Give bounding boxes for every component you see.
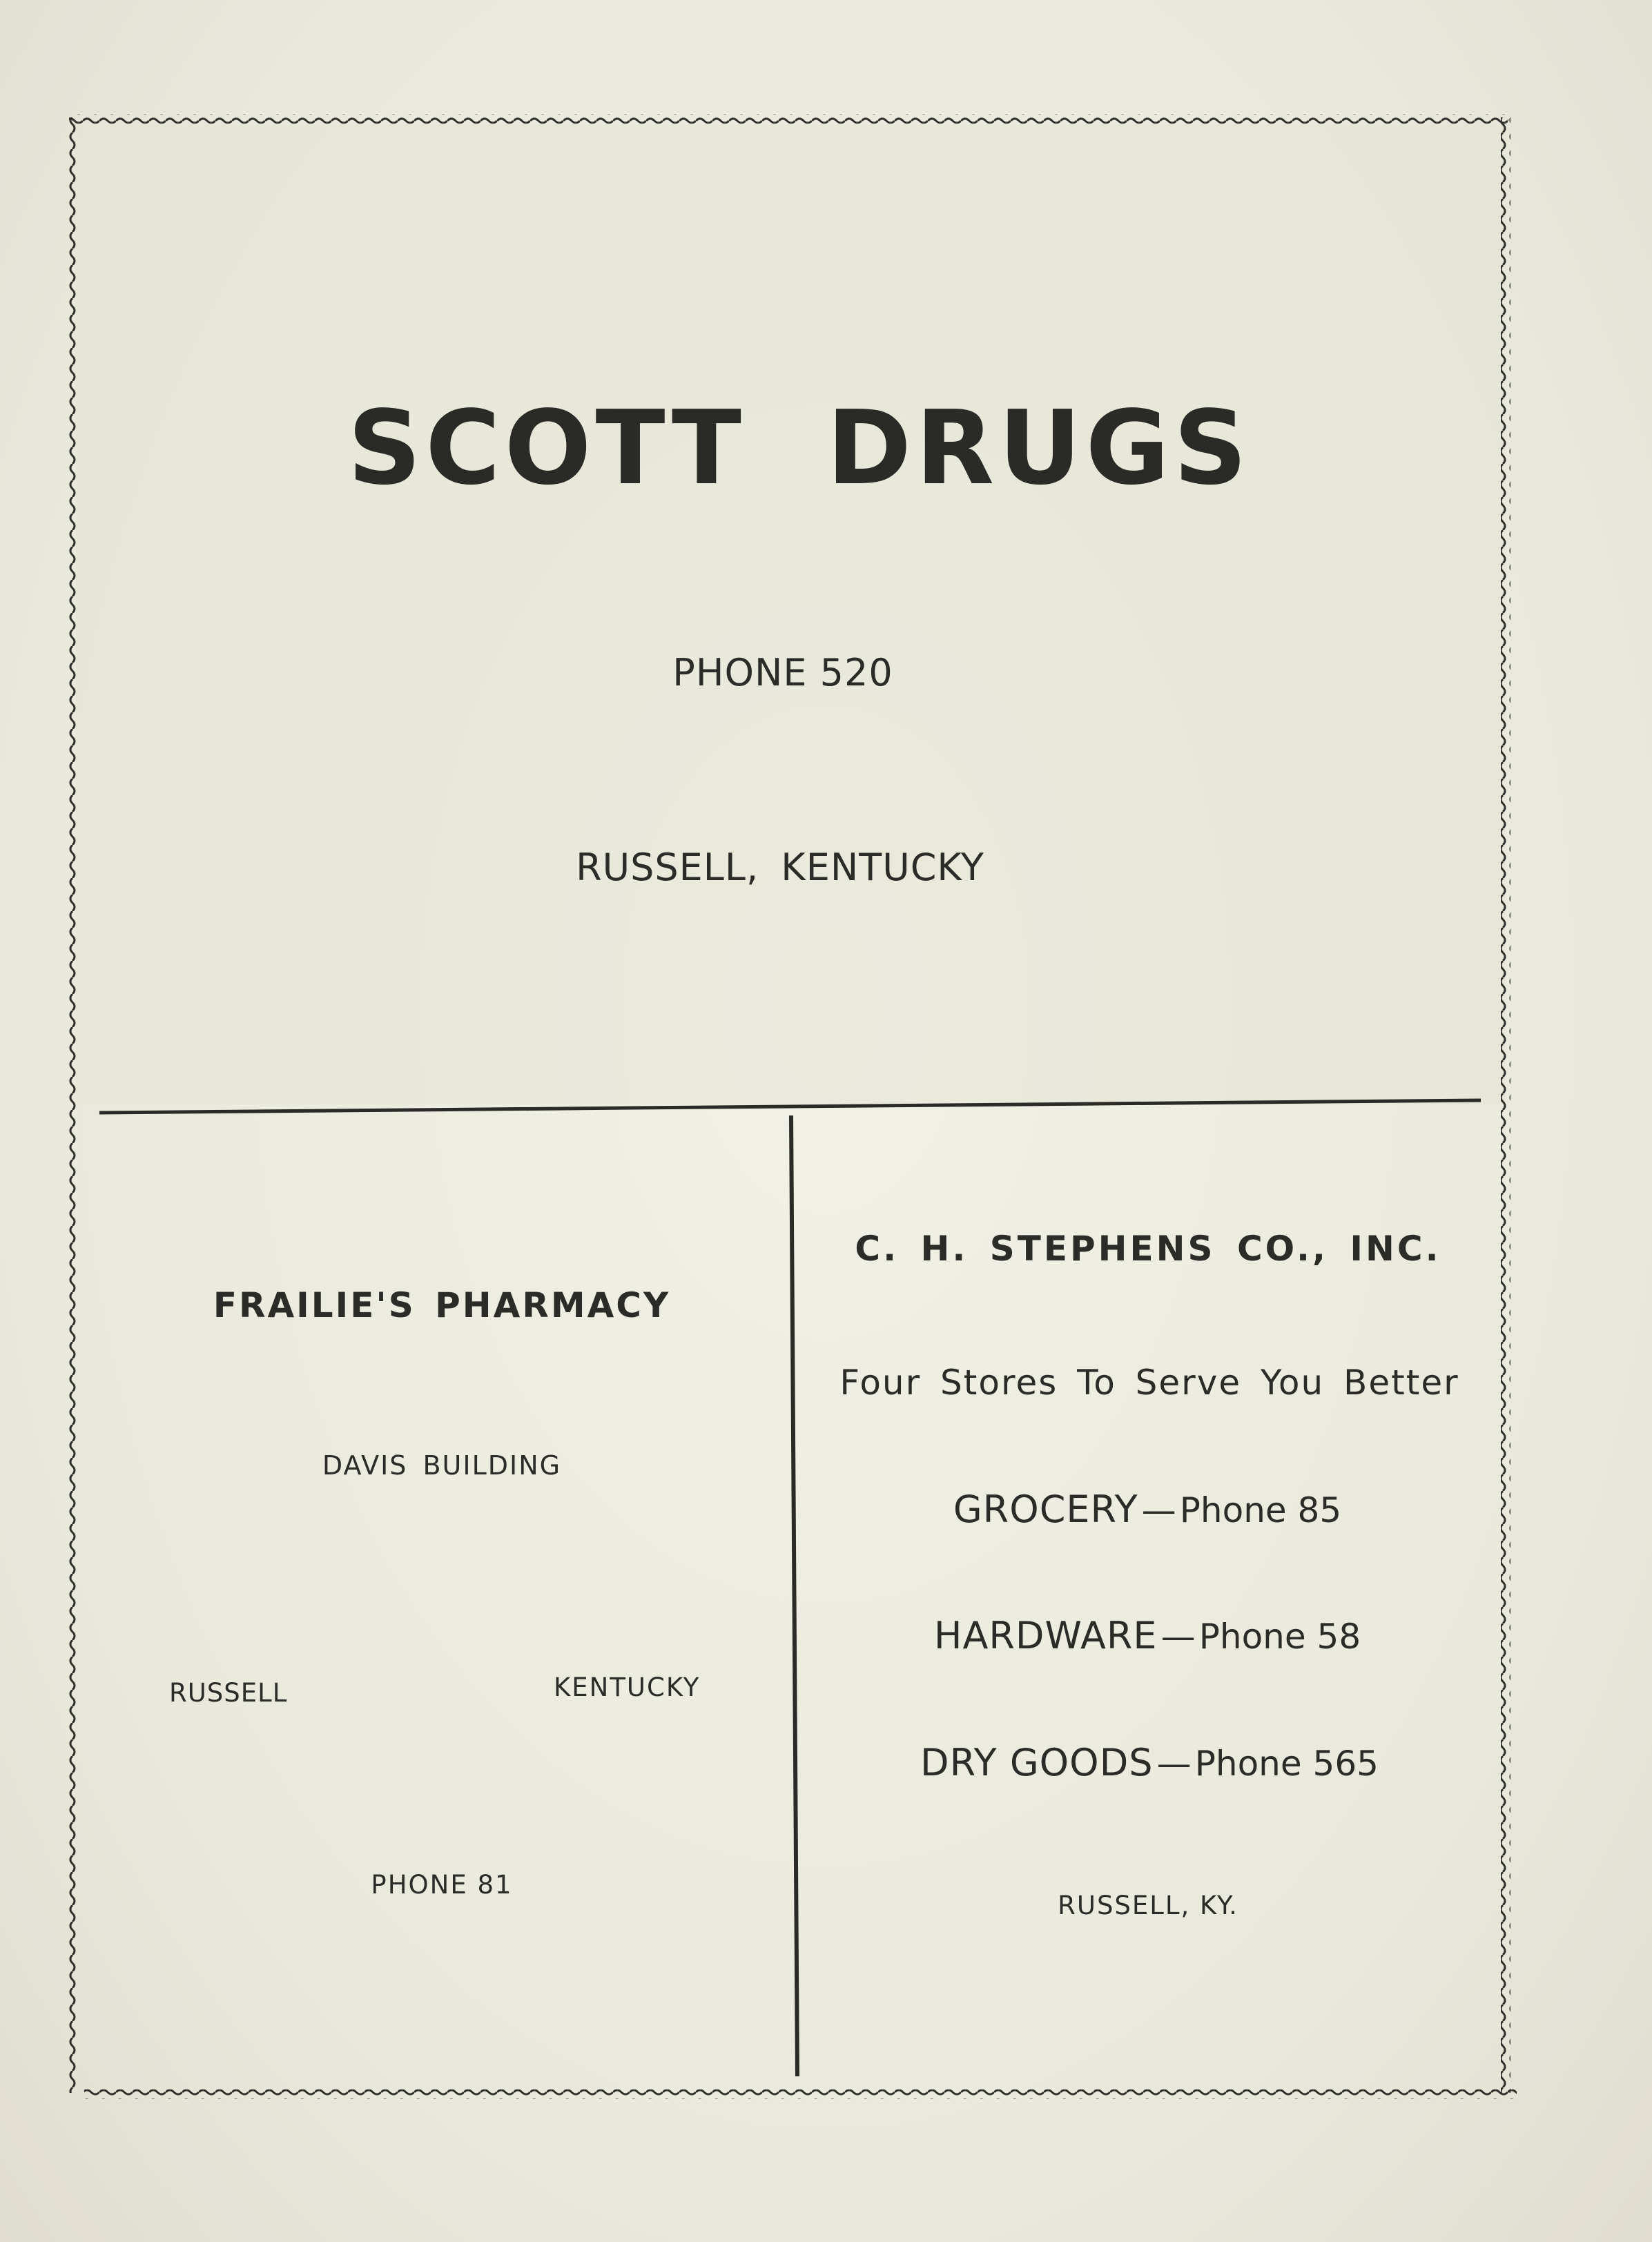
department-phone: Phone 58 xyxy=(1198,1617,1361,1657)
department-line xyxy=(920,1741,1379,1784)
border-bottom xyxy=(84,2089,1517,2099)
stephens-company-name: C. H. STEPHENS CO., INC. xyxy=(855,1229,1441,1269)
scott-drugs-phone: PHONE 520 xyxy=(672,651,893,694)
department-dash: — xyxy=(1141,1490,1176,1530)
vertical-divider xyxy=(791,1115,797,2076)
department-dash: — xyxy=(1160,1617,1196,1657)
scott-drugs-name: SCOTT DRUGS xyxy=(347,389,1252,507)
department-name: DRY GOODS xyxy=(920,1741,1154,1784)
department-name: GROCERY xyxy=(953,1488,1138,1531)
frailies-pharmacy-building: DAVIS BUILDING xyxy=(322,1450,562,1481)
frailies-pharmacy-phone: PHONE 81 xyxy=(371,1870,513,1900)
frailies-pharmacy-state: KENTUCKY xyxy=(554,1673,701,1702)
border-top xyxy=(69,114,1508,124)
border-right xyxy=(1501,117,1510,2093)
department-dash: — xyxy=(1156,1744,1192,1784)
stephens-tagline: Four Stores To Serve You Better xyxy=(839,1363,1459,1403)
department-phone: Phone 85 xyxy=(1179,1490,1342,1530)
frailies-pharmacy-name: FRAILIE'S PHARMACY xyxy=(213,1285,671,1325)
frailies-pharmacy-city: RUSSELL xyxy=(169,1678,288,1708)
department-line xyxy=(953,1488,1342,1531)
stephens-location: RUSSELL, KY. xyxy=(1058,1891,1238,1920)
department-line xyxy=(933,1614,1361,1657)
scott-drugs-location: RUSSELL, KENTUCKY xyxy=(576,846,984,889)
border-left xyxy=(69,117,79,2093)
department-phone: Phone 565 xyxy=(1194,1744,1379,1784)
department-name: HARDWARE xyxy=(933,1614,1158,1657)
scott-panel-shade xyxy=(76,124,1505,1104)
